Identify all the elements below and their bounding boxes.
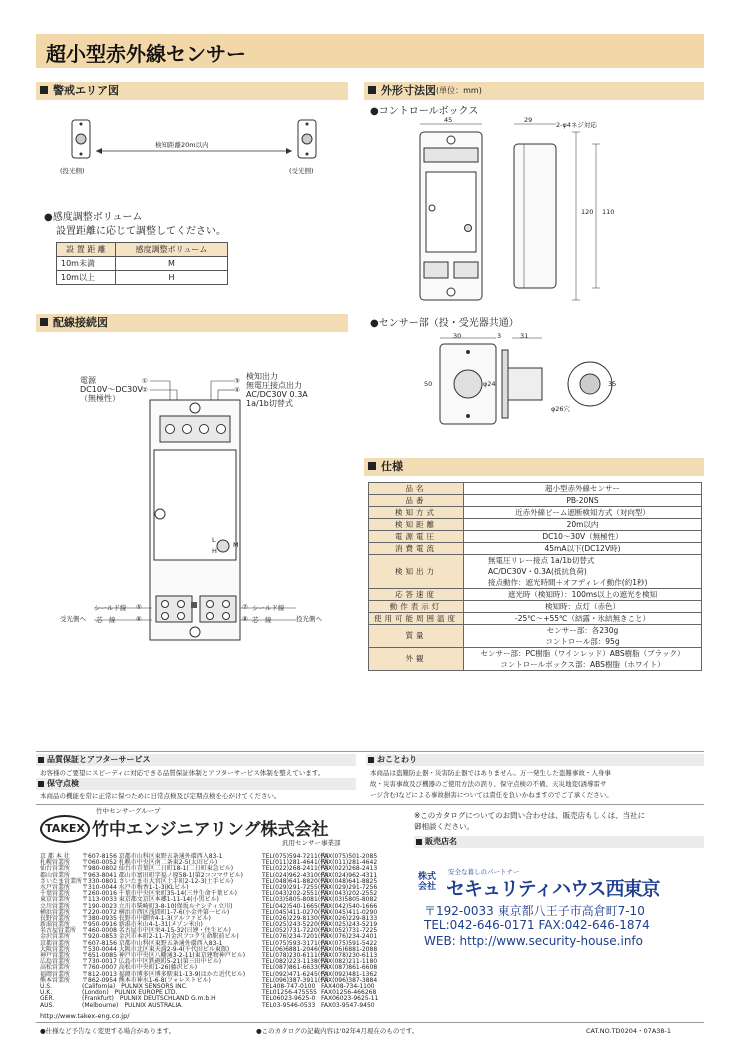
sensitivity-note: 設置距離に応じて調整してください。 <box>56 226 226 237</box>
dim-dia24-label: φ24 <box>483 380 496 388</box>
office-name: 京 都 本 社 <box>40 853 70 860</box>
office-name: 福岡営業所 <box>40 970 71 978</box>
bottom-note-mid: ●このカタログの記載内容は'02年4月現在のものです。 <box>256 1027 419 1035</box>
terminal-5-label: ⑤ <box>136 603 142 611</box>
table-row: 品名 超小型赤外線センサー <box>369 483 702 495</box>
office-fax: FAX(075)501-2085 <box>321 853 378 860</box>
company-name: 竹中エンジニアリング株式会社 <box>92 820 329 840</box>
catalog-number: CAT.NO.TD0204・07A38-1 <box>586 1027 672 1035</box>
section-header-spec <box>364 458 704 476</box>
takex-logo: TAKEX <box>40 815 90 843</box>
section-header-dimensions: 外形寸法図(単位：mm) <box>364 82 704 100</box>
office-addr: 〒651-0085 神戸市中央区八幡通3-2-11(東京建物神戸ビル) <box>82 952 246 959</box>
table-row: 電源電圧 DC10～30V（無極性） <box>369 531 702 543</box>
office-fax: FAX(011)281-4642 <box>321 859 378 867</box>
office-addr: 〒950-0916 新潟市米山4-1-31(メゾン米山) <box>82 921 203 929</box>
dim-110-label: 110 <box>602 208 615 216</box>
terminal-3-label: ③ <box>234 377 240 385</box>
office-tel: TEL(078)230-6111(代) <box>262 952 329 959</box>
notice-heading: おことわり <box>366 754 704 766</box>
power-label: 電源 DC10V～DC30V （無極性） <box>80 376 143 403</box>
screw-label: 2-φ4ネジ対応 <box>556 121 597 129</box>
section-title: 仕様 <box>381 460 403 473</box>
office-fax: FAX(043)202-2552 <box>321 890 378 898</box>
terminal-7-label: ⑦ <box>242 603 248 611</box>
sensor-part-heading: ●センサー部（投・受光器共通） <box>370 318 519 329</box>
office-tel: TEL(03)5805-8081(代) <box>262 896 329 904</box>
office-fax: FAX(03)5805-8082 <box>321 896 378 904</box>
transmitter-label: (投光側) <box>60 167 85 175</box>
office-tel: TEL(043)202-2551(代) <box>262 890 329 898</box>
dealer-heading: 販売店名 <box>414 836 704 848</box>
dim-45-label: 45 <box>444 116 453 124</box>
dim-30-label: 30 <box>453 332 462 340</box>
office-tel: TEL(052)731-7220(代) <box>262 927 329 935</box>
table-row: 外観 センサー部：PC樹脂（ワインレッド）ABS樹脂（ブラック） コントロールボックス部：ABS樹脂（ホワイト） <box>369 648 702 671</box>
office-name: 札幌営業所 <box>40 859 71 867</box>
office-tel: TEL(075)593-3171(代) <box>262 939 329 947</box>
terminal-2-label: ② <box>142 386 148 394</box>
sensor-part-drawing <box>420 332 640 432</box>
office-fax: FAX(022)268-2413 <box>321 865 378 873</box>
table-header: 設 置 距 離 <box>57 243 116 257</box>
square-bullet-icon <box>368 462 376 470</box>
table-row: 品番 PB-20NS <box>369 495 702 507</box>
section-header-wiring <box>36 314 348 332</box>
catalog-note: ※このカタログについてのお問い合わせは、販売店もしくは、当社に 御相談ください。 <box>414 811 646 831</box>
core-left-label: 芯 線 <box>96 616 116 624</box>
office-name: 高松営業所 <box>40 964 71 972</box>
division-label: 汎用センサー事業部 <box>282 839 341 847</box>
office-name: U.K. <box>40 989 53 997</box>
section-title: 配線接続図 <box>53 316 108 329</box>
office-tel: TEL(011)281-4641(代) <box>262 859 329 867</box>
office-addr: 〒760-0007 高松市中央町1-26(藤沢ビル) <box>82 964 198 972</box>
office-addr: 〒260-0016 千葉市中央区栄町35-14(三井生命千葉ビル) <box>82 890 237 898</box>
footer-divider <box>36 751 704 752</box>
volume-l-label: L <box>212 536 216 544</box>
receiver-label: (受光側) <box>289 167 314 175</box>
terminal-1-label: ① <box>142 377 148 385</box>
office-name: GER. <box>40 995 55 1003</box>
dealer-name: セキュリティハウス西東京 <box>446 878 660 900</box>
office-addr: (Melbourne) PULNIX AUSTRALIA. <box>82 1001 184 1009</box>
office-addr: 〒060-0052 札幌市中央区南二条東2-5(太田ビル) <box>82 859 218 867</box>
office-addr: 〒607-8156 京都市山科区東野五条通外環西入83-1 <box>82 853 223 860</box>
square-bullet-icon <box>368 86 376 94</box>
office-fax: FAX06023-9625-11 <box>321 995 379 1003</box>
office-tel: TEL(048)641-8820(代) <box>262 877 329 885</box>
title-bar <box>36 34 704 68</box>
dim-29-label: 29 <box>524 116 533 124</box>
office-tel: TEL(092)471-6245(代) <box>262 970 329 978</box>
core-right-label: 芯 線 <box>252 616 272 624</box>
office-addr: 〒190-0023 立川市柴崎町3-8-10(保坂ルナシティ立川) <box>82 902 233 910</box>
office-addr: 〒113-0033 東京都文京区本郷1-11-14(小黒ビル) <box>82 896 219 904</box>
table-row: 質量 センサー部：各230g コントロール部：95g <box>369 625 702 648</box>
office-name: 横浜営業所 <box>40 908 71 916</box>
dealer-tel: TEL:042-646-0171 FAX:042-646-1874 <box>424 918 650 932</box>
square-bullet-icon <box>38 781 44 787</box>
office-addr: 〒862-0954 熊本市神水1-6-8(フォレストビル) <box>82 976 211 984</box>
office-list <box>40 852 379 1009</box>
office-fax: FAX(048)641-8825 <box>321 877 378 885</box>
table-header: 感度調整ボリューム <box>116 243 228 257</box>
office-name: 千葉営業所 <box>40 890 71 898</box>
office-fax: FAX(087)861-6608 <box>321 964 378 972</box>
office-name: 名古屋営業所 <box>40 927 77 935</box>
dim-35-label: 35 <box>608 380 617 388</box>
table-row: 検知出力 無電圧リレー接点 1a/1b切替式 AC/DC30V・0.3A(抵抗負荷) 接点動作：遮光時間＋オフディレイ動作(約1秒) <box>369 555 702 589</box>
terminal-4-label: ④ <box>234 386 240 394</box>
volume-m-label: M <box>233 541 239 549</box>
sensitivity-heading: ●感度調整ボリューム <box>44 212 143 223</box>
office-fax: FAX(045)411-0290 <box>321 908 378 916</box>
dim-50-label: 50 <box>424 380 433 388</box>
section-title: 外形寸法図 <box>381 84 436 97</box>
dealer-tagline: 安全な暮しのパートナー <box>448 868 520 876</box>
quality-text: お客様のご要望にスピーディに対応できる品質保証体制とアフターサービス体制を整えています。 <box>40 769 325 777</box>
spec-table <box>368 482 702 671</box>
office-fax: FAX(092)481-1362 <box>321 970 378 978</box>
office-fax: FAX(025)243-5219 <box>321 921 378 929</box>
maintenance-text: 本商品の機能を常に正常に保つために日常点検及び定期点検を心がけてください。 <box>40 792 281 800</box>
maintenance-heading: 保守点検 <box>36 778 356 790</box>
table-row: 10m未満 M <box>57 257 228 271</box>
tx-side-label: 投光側へ <box>296 615 322 623</box>
office-fax: FAX03-9547-9450 <box>321 1001 375 1009</box>
office-addr: 〒310-0044 水戸市梅香1-1-3(KLビル) <box>82 883 189 891</box>
dim-dia26-label: φ26穴 <box>551 405 571 413</box>
company-url[interactable]: http://www.takex-eng.co.jp/ <box>40 1012 130 1020</box>
office-addr: 〒730-0017 広島市中区鉄砲町5-21(第三田中ビル) <box>82 958 222 966</box>
section-title: 警戒エリア図 <box>53 84 119 97</box>
office-addr: (Frankfurt) PULNIX DEUTSCHLAND G.m.b.H <box>82 995 216 1003</box>
volume-h-label: H <box>212 547 217 555</box>
office-addr: (California) PULNIX SENSORS INC. <box>82 982 188 990</box>
terminal-8-label: ⑧ <box>242 615 248 623</box>
office-tel: TEL(087)861-6633(代) <box>262 964 329 972</box>
table-row: 使用可能周囲温度 -25℃～+55℃（結露・氷結無きこと） <box>369 613 702 625</box>
office-fax: FAX(078)230-6113 <box>321 952 378 959</box>
office-tel: TEL(025)243-5220(代) <box>262 921 329 929</box>
output-label: 検知出力 無電圧接点出力 AC/DC30V 0.3A 1a/1b切替式 <box>246 372 308 408</box>
dealer-kabushiki: 株式会社 <box>418 872 437 892</box>
sensitivity-volume-icon <box>217 540 229 552</box>
office-fax: FAX(024)962-4311 <box>321 871 378 879</box>
table-row: 動作表示灯 検知時：点灯（赤色） <box>369 601 702 613</box>
section-header-alert-area <box>36 82 348 100</box>
office-fax: FAX(042)540-1666 <box>321 902 378 910</box>
table-row: 応答速度 遮光時（検知時）：100ms以上の遮光を検知 <box>369 589 702 601</box>
office-name: 大阪営業所 <box>40 945 71 953</box>
office-tel: TEL(045)411-0270(代) <box>262 908 329 916</box>
office-name: 長野営業所 <box>40 914 71 922</box>
office-name: 水戸営業所 <box>40 883 71 891</box>
office-addr: 〒530-0044 大阪市北区東天満2-9-4(千代田ビル東館) <box>82 945 230 953</box>
office-name: 京都営業所 <box>40 939 71 947</box>
office-tel: TEL408-747-0100 <box>262 982 316 990</box>
office-addr: 〒220-0072 横浜市西区浅間町1-7-6(小金井第一ビル) <box>82 908 230 916</box>
office-addr: (London) PULNIX EUROPE LTD. <box>82 989 178 997</box>
office-fax: FAX(06)6881-2088 <box>321 945 378 953</box>
wiring-diagram <box>60 370 360 670</box>
office-tel: TEL(024)962-4310(代) <box>262 871 329 879</box>
group-label: 竹中センサーグループ <box>96 807 161 815</box>
square-bullet-icon <box>40 86 48 94</box>
office-fax: FAX408-734-1100 <box>321 982 375 990</box>
office-fax: FAX(029)291-7256 <box>321 883 378 891</box>
office-tel: TEL(075)594-7211(代) <box>262 853 329 860</box>
shield-left-label: シールド線 <box>94 604 127 612</box>
office-addr: 〒607-8156 京都市山科区東野五条通外環西入83-1 <box>82 939 223 947</box>
office-tel: TEL(029)291-7255(代) <box>262 883 329 891</box>
office-name: AUS. <box>40 1001 55 1009</box>
page-title: 超小型赤外線センサー <box>46 42 246 66</box>
office-fax: FAX(026)229-8133 <box>321 914 378 922</box>
dealer-web[interactable]: WEB: http://www.security-house.info <box>424 934 643 948</box>
list-item <box>40 1001 375 1009</box>
office-name: さいたま営業所 <box>40 877 83 885</box>
office-tel: TEL03-9546-0533 <box>262 1001 316 1009</box>
footer-divider <box>36 804 704 805</box>
shield-right-label: シールド線 <box>252 604 285 612</box>
office-name: 新潟営業所 <box>40 921 71 929</box>
office-fax: FAX(082)211-1180 <box>321 958 378 966</box>
table-row: 消費電流 45mA以下(DC12V時) <box>369 543 702 555</box>
dim-120-label: 120 <box>581 208 594 216</box>
office-fax: FAX(096)387-3884 <box>321 976 378 984</box>
office-name: 熊本営業所 <box>40 976 71 984</box>
square-bullet-icon <box>38 757 44 763</box>
office-addr: 〒980-0802 仙台市青葉区二日町18-1(二日町東急ビル) <box>82 865 234 873</box>
office-addr: 〒963-8041 郡山市富田町字福ノ原58-1(第2ココマサビル) <box>82 871 243 879</box>
office-tel: TEL(082)223-1138(代) <box>262 958 329 966</box>
office-fax: FAX01256-466268 <box>321 989 377 997</box>
office-tel: TEL(06)6881-2046(代) <box>262 945 329 953</box>
dim-31-label: 31 <box>520 332 529 340</box>
square-bullet-icon <box>416 839 422 845</box>
office-fax: FAX(075)591-5422 <box>321 939 378 947</box>
bottom-note-left: ●仕様など予告なく変更する場合があります。 <box>40 1027 176 1035</box>
office-name: 仙台営業所 <box>40 865 71 873</box>
office-tel: TEL(026)229-8130(代) <box>262 914 329 922</box>
quality-heading: 品質保証とアフターサービス <box>36 754 356 766</box>
office-name: 広島営業所 <box>40 958 71 966</box>
office-tel: TEL01256-475555 <box>262 989 317 997</box>
terminal-6-label: ⑥ <box>136 615 142 623</box>
office-fax: FAX(052)731-7225 <box>321 927 378 935</box>
office-name: U.S. <box>40 982 53 990</box>
office-addr: 〒380-0935 長野市中御所4-1-3(アルファビル) <box>82 914 211 922</box>
office-tel: TEL06023-9625-0 <box>262 995 316 1003</box>
office-name: 神戸営業所 <box>40 952 71 959</box>
table-row: 検知距離 20m以内 <box>369 519 702 531</box>
office-tel: TEL(042)540-1665(代) <box>262 902 329 910</box>
table-row: 検知方式 近赤外線ビーム遮断検知方式（対向型） <box>369 507 702 519</box>
square-bullet-icon <box>368 757 374 763</box>
control-box-heading: ●コントロールボックス <box>370 106 479 117</box>
office-name: 金沢営業所 <box>40 933 71 941</box>
detection-distance-label: 検知距離20m以内 <box>155 141 209 149</box>
office-tel: TEL(096)387-3911(代) <box>262 976 329 984</box>
dealer-address: 〒192-0033 東京都八王子市高倉町7-10 <box>424 904 645 918</box>
square-bullet-icon <box>40 318 48 326</box>
rx-side-label: 受光側へ <box>60 615 86 623</box>
table-row: 10m以上 H <box>57 271 228 285</box>
office-addr: 〒330-0801 さいたま市大宮区土手町2-12-3(土手ビル) <box>82 877 234 885</box>
office-name: 郡山営業所 <box>40 871 71 879</box>
office-name: 立川営業所 <box>40 902 71 910</box>
office-name: 東京営業所 <box>40 896 71 904</box>
office-addr: 〒812-0013 福岡市博多区博多駅東1-13-9(はかた近代ビル) <box>82 970 246 978</box>
office-addr: 〒460-0008 名古屋市中区栄4-15-32(日建・住生ビル) <box>82 927 231 935</box>
office-fax: FAX(076)234-2401 <box>321 933 378 941</box>
office-tel: TEL(076)234-7201(代) <box>262 933 329 941</box>
office-tel: TEL(022)268-2411(代) <box>262 865 329 873</box>
sensitivity-table <box>56 242 228 285</box>
dim-3-label: 3 <box>497 332 502 340</box>
footer-divider <box>36 1022 704 1023</box>
office-addr: 〒920-0853 金沢市本町2-11-7(金沢フコク生命駅前ビル) <box>82 933 239 941</box>
notice-text: 本商品は盗難防止器・災害防止器ではありません。万一発生した盗難事故・人身事 故・災害事故及び機器のご使用方法の誤り、保守点検の不備、天災地変(誘導雷サ ージ含む)などによる事故損害については責任を負いかねますのでご了承ください。 <box>370 769 613 799</box>
